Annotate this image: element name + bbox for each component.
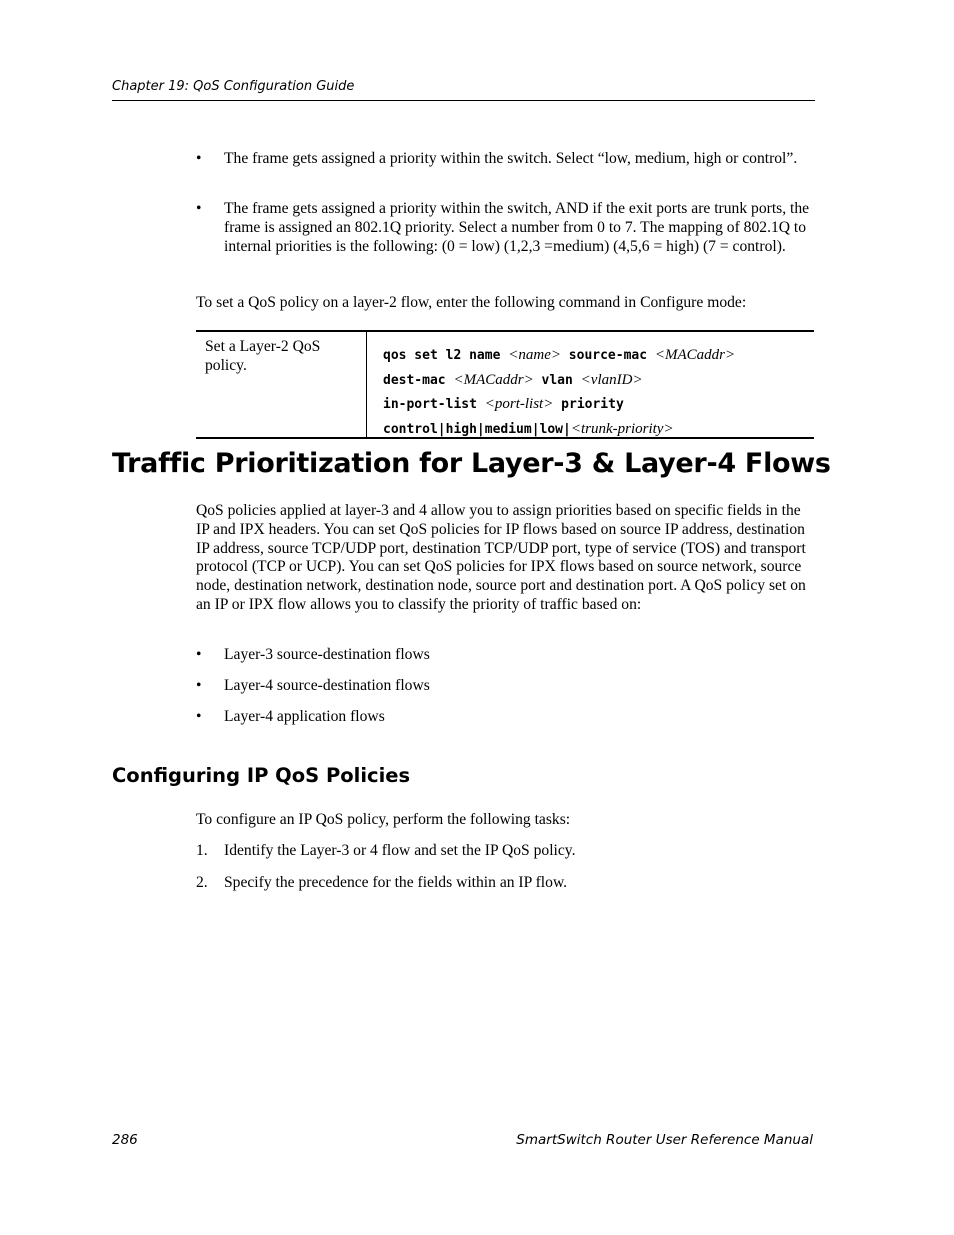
command-description: Set a Layer-2 QoS policy. — [205, 338, 321, 374]
command-line-2 — [375, 364, 814, 389]
command-keyword: in-port-list — [383, 397, 485, 413]
command-table — [196, 330, 814, 439]
command-argument: <port-list> — [484, 396, 554, 413]
command-keyword: priority — [553, 397, 624, 413]
layer2-intro-paragraph: To set a QoS policy on a layer-2 flow, enter the following command in Configure mode: — [196, 294, 747, 311]
command-argument: <MACaddr> — [453, 371, 534, 388]
page-number: 286 — [112, 1132, 138, 1148]
bullet-marker: • — [196, 708, 202, 725]
command-syntax-cell — [367, 331, 815, 438]
bullet-marker: • — [196, 200, 202, 217]
manual-title: SmartSwitch Router User Reference Manual — [516, 1132, 813, 1148]
command-keyword: control|high|medium|low| — [383, 421, 571, 437]
command-keyword: qos set l2 name — [383, 348, 509, 363]
step-number: 1. — [196, 842, 208, 859]
bullet-text: Layer-4 source-destination flows — [224, 677, 430, 694]
running-header: Chapter 19: QoS Configuration Guide — [112, 79, 355, 94]
command-line-3 — [375, 388, 814, 413]
command-argument: <vlanID> — [580, 371, 643, 388]
bullet-text: Layer-4 application flows — [224, 708, 385, 725]
command-argument: <name> — [508, 347, 561, 363]
section-paragraph: QoS policies applied at layer-3 and 4 allow you to assign priorities based on specific fields in the IP and IPX headers. You can set QoS policies for IP flows based on source IP address, destination IP address, source TCP/UDP port, destination TCP/UDP port, type of service (TOS) and transport protocol (TCP or UCP). You can set QoS policies for IPX flows based on source network, source node, destination network, destination node, source port and destination port. A QoS policy set on an IP or IPX flow allows you to classify the priority of traffic based on: — [196, 502, 806, 613]
step-text: Identify the Layer-3 or 4 flow and set the IP QoS policy. — [224, 842, 576, 859]
bullet-marker: • — [196, 150, 202, 167]
header-rule — [112, 100, 815, 101]
bullet-text: The frame gets assigned a priority within the switch. Select “low, medium, high or control”. — [224, 150, 798, 167]
command-argument: <MACaddr> — [654, 347, 736, 363]
step-number: 2. — [196, 874, 208, 891]
command-line-1 — [375, 339, 814, 364]
command-description-cell — [196, 331, 367, 438]
command-keyword: source-mac — [560, 348, 655, 363]
bullet-text: Layer-3 source-destination flows — [224, 646, 430, 663]
command-syntax — [367, 332, 814, 437]
bullet-text: The frame gets assigned a priority within the switch, AND if the exit ports are trunk ports, the frame is assigned an 802.1Q priority. Select a number from 0 to 7. The mapping of 802.1Q to internal priorities is the following: (0 = low) (1,2,3 =medium) (4,5,6 = high) (7 = control). — [224, 200, 810, 255]
section-title: Traffic Prioritization for Layer-3 & Layer-4 Flows — [112, 448, 831, 479]
command-keyword: vlan — [533, 372, 581, 388]
bullet-marker: • — [196, 677, 202, 694]
command-line-4 — [375, 413, 814, 438]
command-argument: <trunk-priority> — [570, 420, 674, 437]
subsection-title: Configuring IP QoS Policies — [112, 764, 411, 787]
bullet-marker: • — [196, 646, 202, 663]
subsection-intro: To configure an IP QoS policy, perform the following tasks: — [196, 811, 571, 828]
command-keyword: dest-mac — [383, 372, 454, 388]
step-text: Specify the precedence for the fields within an IP flow. — [224, 874, 568, 891]
